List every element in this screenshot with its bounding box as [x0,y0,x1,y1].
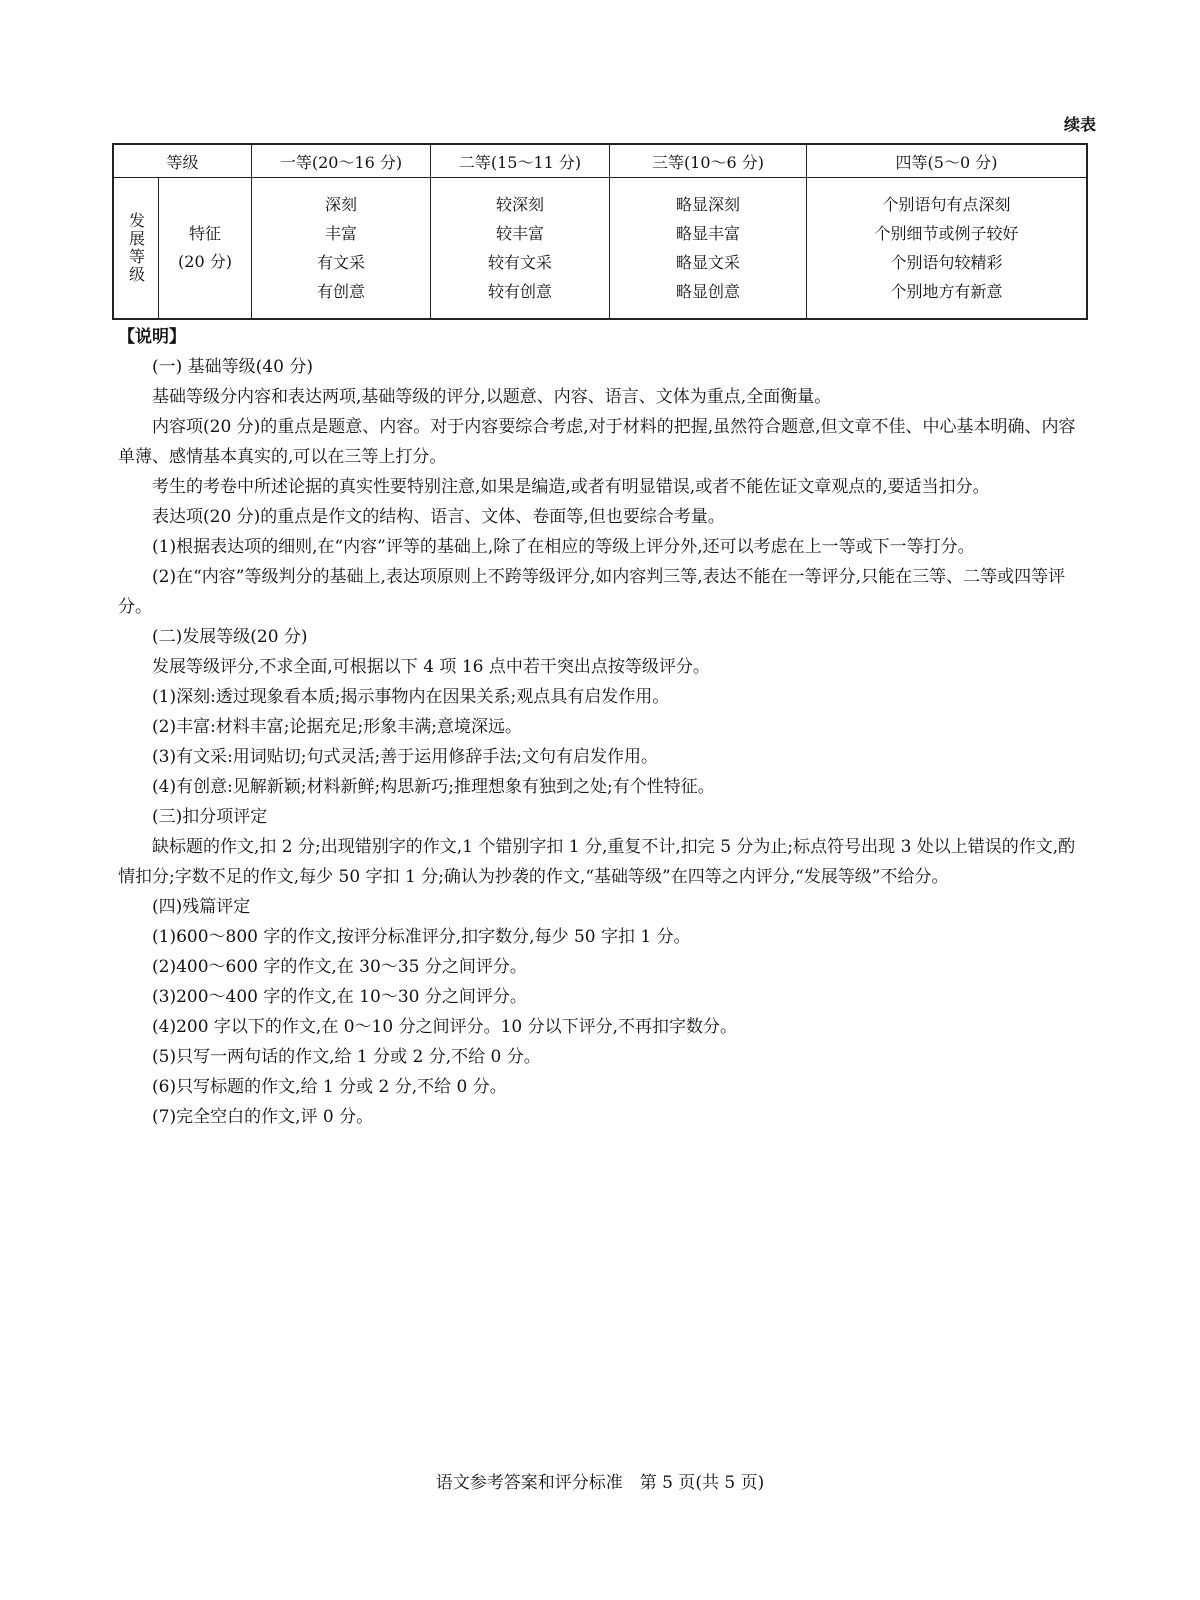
cell-text: 丰富 [324,224,357,243]
paragraph: 考生的考卷中所述论据的真实性要特别注意,如果是编造,或者有明显错误,或者不能佐证文章观点的,要适当扣分。 [152,477,990,497]
cell-text: 个别细节或例子较好 [874,224,1019,243]
cell-text: 个别地方有新意 [890,282,1003,301]
cell-text: 较有创意 [487,282,552,301]
notes-title: 【说明】 [118,327,186,347]
paragraph: 基础等级分内容和表达两项,基础等级的评分,以题意、内容、语言、文体为重点,全面衡量。 [152,387,832,407]
paragraph: (1)根据表达项的细则,在“内容”评等的基础上,除了在相应的等级上评分外,还可以考虑在上一等或下一等打分。 [152,537,975,557]
section-heading: (一) 基础等级(40 分) [152,357,313,377]
header-third: 三等(10～6 分) [610,144,807,178]
cell-text: 深刻 [324,195,357,214]
row-group-label: 发展等级 [113,178,159,320]
paragraph: 表达项(20 分)的重点是作文的结构、语言、文体、卷面等,但也要综合考量。 [152,507,725,527]
cell-text: 略显文采 [675,253,740,272]
paragraph: (5)只写一两句话的作文,给 1 分或 2 分,不给 0 分。 [152,1047,541,1067]
paragraph: (4)有创意:见解新颖;材料新鲜;构思新巧;推理想象有独到之处;有个性特征。 [152,777,715,797]
cell-text: 个别语句有点深刻 [882,195,1011,214]
section-heading: (二)发展等级(20 分) [152,627,308,647]
scoring-table [112,143,1088,320]
cell-text: 有文采 [316,253,365,272]
header-second: 二等(15～11 分) [431,144,610,178]
paragraph: (1)600～800 字的作文,按评分标准评分,扣字数分,每少 50 字扣 1 分。 [152,927,691,947]
cell-second [431,178,610,320]
paragraph: (3)有文采:用词贴切;句式灵活;善于运用修辞手法;文句有启发作用。 [152,747,658,767]
paragraph: (4)200 字以下的作文,在 0～10 分之间评分。10 分以下评分,不再扣字数分。 [152,1017,738,1037]
section-heading: (四)残篇评定 [152,897,251,917]
paragraph: 缺标题的作文,扣 2 分;出现错别字的作文,1 个错别字扣 1 分,重复不计,扣完 5 分为止;标点符号出现 3 处以上错误的作文,酌情扣分;字数不足的作文,每少 50 字扣 1 分;确认为抄袭的作文,“基础等级”在四等之内评分,“发展等级”不给分。 [118,837,1076,887]
cell-text: 略显丰富 [675,224,740,243]
page-footer: 语文参考答案和评分标准 第 5 页(共 5 页) [435,1473,765,1493]
table-header-row [113,144,1087,178]
cell-text: 较有文采 [487,253,552,272]
header-first: 一等(20～16 分) [252,144,431,178]
cell-text: 略显创意 [675,282,740,301]
row-label-main: 特征 [188,224,221,243]
cell-text: 较丰富 [495,224,544,243]
paragraph: (6)只写标题的作文,给 1 分或 2 分,不给 0 分。 [152,1077,507,1097]
table-row [113,178,1087,320]
cell-text: 个别语句较精彩 [890,253,1003,272]
paragraph: (7)完全空白的作文,评 0 分。 [152,1107,374,1127]
section-heading: (三)扣分项评定 [152,807,268,827]
cell-first [252,178,431,320]
cell-text: 较深刻 [495,195,544,214]
cell-third [610,178,807,320]
row-label-sub: (20 分) [178,252,232,271]
continued-label: 续表 [1063,115,1096,134]
cell-text: 有创意 [316,282,365,301]
paragraph: (2)400～600 字的作文,在 30～35 分之间评分。 [152,957,527,977]
paragraph: 内容项(20 分)的重点是题意、内容。对于内容要综合考虑,对于材料的把握,虽然符合题意,但文章不佳、中心基本明确、内容单薄、感情基本真实的,可以在三等上打分。 [118,417,1076,467]
paragraph: 发展等级评分,不求全面,可根据以下 4 项 16 点中若干突出点按等级评分。 [152,657,710,677]
header-fourth: 四等(5～0 分) [807,144,1088,178]
paragraph: (1)深刻:透过现象看本质;揭示事物内在因果关系;观点具有启发作用。 [152,687,670,707]
paragraph: (2)在“内容”等级判分的基础上,表达项原则上不跨等级评分,如内容判三等,表达不能在一等评分,只能在三等、二等或四等评分。 [118,567,1066,617]
header-grade: 等级 [113,144,252,178]
cell-fourth [807,178,1088,320]
paragraph: (2)丰富:材料丰富;论据充足;形象丰满;意境深远。 [152,717,522,737]
paragraph: (3)200～400 字的作文,在 10～30 分之间评分。 [152,987,527,1007]
row-label [159,178,252,320]
cell-text: 略显深刻 [675,195,740,214]
notes-section [118,322,1090,1132]
